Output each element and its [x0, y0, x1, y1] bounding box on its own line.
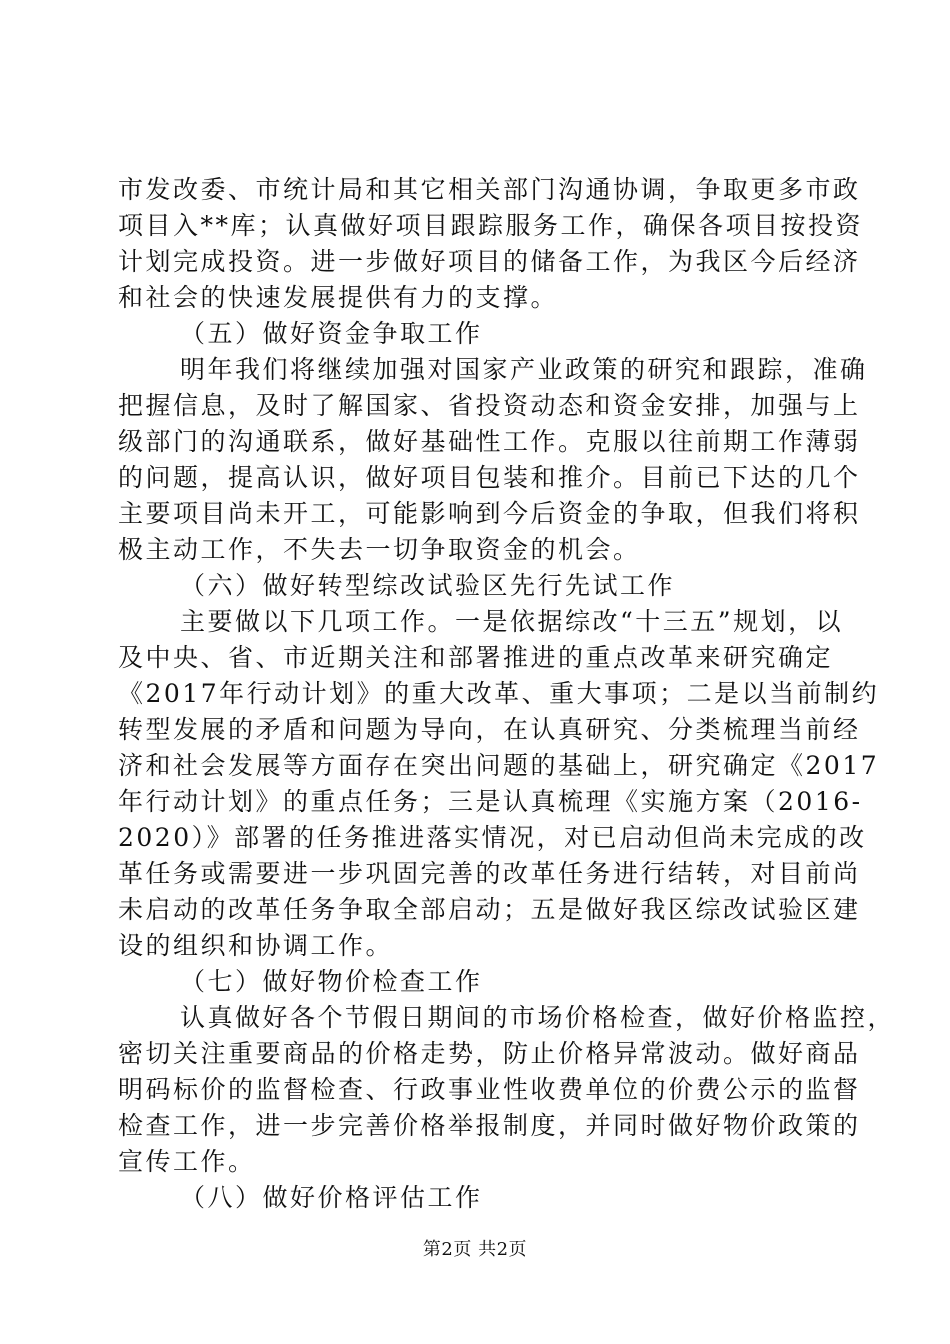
- text-line: 转型发展的矛盾和问题为导向，在认真研究、分类梳理当前经: [118, 715, 861, 744]
- paragraph-first-line: 明年我们将继续加强对国家产业政策的研究和跟踪，准确: [180, 355, 868, 384]
- text-line: 明码标价的监督检查、行政事业性收费单位的价费公示的监督: [118, 1075, 861, 1104]
- text-line: 及中央、省、市近期关注和部署推进的重点改革来研究确定: [118, 643, 834, 672]
- section-heading: （七）做好物价检查工作: [180, 967, 483, 996]
- text-line: 未启动的改革任务争取全部启动；五是做好我区综改试验区建: [118, 895, 861, 924]
- text-line: 2020）》部署的任务推进落实情况，对已启动但尚未完成的改: [118, 823, 867, 852]
- text-line: 极主动工作，不失去一切争取资金的机会。: [118, 535, 641, 564]
- text-line: 《2017年行动计划》的重大改革、重大事项；二是以当前制约: [118, 679, 880, 708]
- text-line: 计划完成投资。进一步做好项目的储备工作，为我区今后经济: [118, 247, 861, 276]
- section-heading: （八）做好价格评估工作: [180, 1183, 483, 1212]
- text-line: 密切关注重要商品的价格走势，防止价格异常波动。做好商品: [118, 1039, 861, 1068]
- page-footer: 第2页 共2页: [422, 1239, 528, 1260]
- text-line: 年行动计划》的重点任务；三是认真梳理《实施方案（2016-: [118, 787, 863, 816]
- text-line: 市发改委、市统计局和其它相关部门沟通协调，争取更多市政: [118, 175, 861, 204]
- text-line: 检查工作，进一步完善价格举报制度，并同时做好物价政策的: [118, 1111, 861, 1140]
- text-line: 革任务或需要进一步巩固完善的改革任务进行结转，对目前尚: [118, 859, 861, 888]
- section-heading: （五）做好资金争取工作: [180, 319, 483, 348]
- text-line: 的问题，提高认识，做好项目包装和推介。目前已下达的几个: [118, 463, 861, 492]
- text-line: 宣传工作。: [118, 1147, 256, 1176]
- section-heading: （六）做好转型综改试验区先行先试工作: [180, 571, 676, 600]
- paragraph-first-line: 认真做好各个节假日期间的市场价格检查，做好价格监控，: [180, 1003, 896, 1032]
- text-line: 主要项目尚未开工，可能影响到今后资金的争取，但我们将积: [118, 499, 861, 528]
- paragraph-first-line: 主要做以下几项工作。一是依据综改“十三五”规划，以: [180, 607, 844, 636]
- text-line: 级部门的沟通联系，做好基础性工作。克服以往前期工作薄弱: [118, 427, 861, 456]
- text-line: 项目入**库；认真做好项目跟踪服务工作，确保各项目按投资: [118, 211, 864, 240]
- text-line: 和社会的快速发展提供有力的支撑。: [118, 283, 559, 312]
- text-line: 设的组织和协调工作。: [118, 931, 394, 960]
- text-line: 把握信息，及时了解国家、省投资动态和资金安排，加强与上: [118, 391, 861, 420]
- text-line: 济和社会发展等方面存在突出问题的基础上，研究确定《2017: [118, 751, 880, 780]
